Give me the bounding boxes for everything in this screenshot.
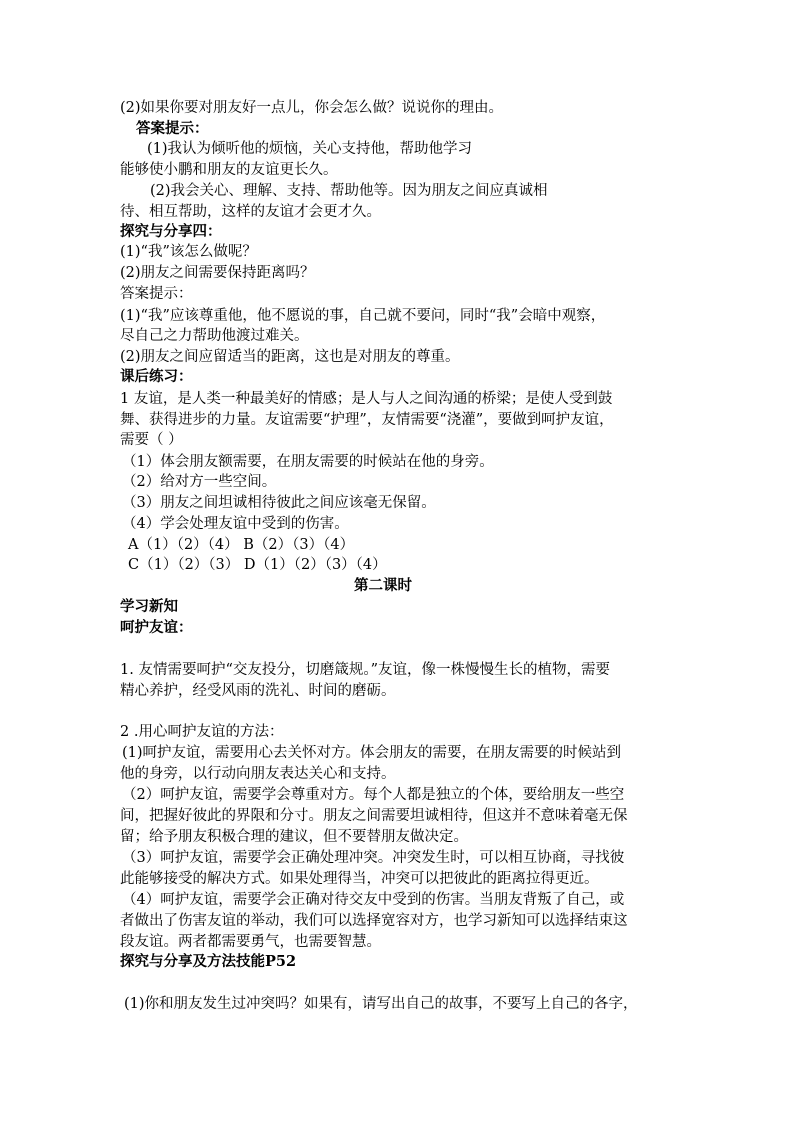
- explore-q2: (2)朋友之间需要保持距离吗？: [120, 265, 315, 281]
- method-2-cont: 间，把握好彼此的界限和分寸。朋友之间需要坦诚相待，但这并不意味着毫无保: [120, 808, 628, 824]
- answer-1-cont: 能够使小鹏和朋友的友谊更长久。: [120, 162, 338, 178]
- exercise-1-need: 需要（ ）: [120, 432, 183, 448]
- option-3: （3）朋友之间坦诚相待彼此之间应该毫无保留。: [122, 495, 436, 511]
- explore-methods-heading: 探究与分享及方法技能P52: [120, 953, 297, 970]
- point-1: 1. 友情需要呵护“交友投分，切磨箴规。”友谊，像一株慢慢生长的植物，需要: [120, 662, 611, 678]
- point-1-cont: 精心养护，经受风雨的洗礼、时间的磨砺。: [120, 683, 396, 699]
- lesson-2-title: 第二课时: [354, 577, 412, 594]
- method-2-cont-2: 留；给予朋友积极合理的建议，但不要替朋友做决定。: [120, 829, 468, 845]
- answer-2-cont: 待、相互帮助，这样的友谊才会更才久。: [120, 204, 381, 220]
- option-2: （2）给对方一些空间。: [122, 474, 277, 490]
- question-2: (2)如果你要对朋友好一点儿，你会怎么做？说说你的理由。: [120, 100, 504, 116]
- choice-ab: A（1）（2）（4） B（2）（3）（4）: [128, 537, 355, 553]
- exercise-1-cont: 舞、获得进步的力量。友谊需要“护理”，友情需要“浇灌”，要做到呵护友谊，: [120, 412, 614, 428]
- answer-hint-heading: 答案提示：: [136, 120, 209, 137]
- learn-new-heading: 学习新知: [120, 598, 178, 615]
- after-class-heading: 课后练习：: [120, 368, 193, 385]
- method-3-cont: 此能够接受的解决方式。如果处理得当，冲突可以把彼此的距离拉得更近。: [120, 871, 599, 887]
- option-1: （1）体会朋友额需要，在朋友需要的时候站在他的身旁。: [122, 454, 494, 470]
- choice-cd: C（1）（2）（3） D（1）（2）（3）（4）: [128, 557, 387, 573]
- answer-2: (2)我会关心、理解、支持、帮助他等。因为朋友之间应真诚相: [150, 183, 548, 199]
- method-4-cont: 者做出了伤害友谊的举动，我们可以选择宽容对方，也学习新知可以选择结束这: [120, 913, 628, 929]
- option-4: （4）学会处理友谊中受到的伤害。: [122, 516, 349, 532]
- explore-a1: (1)“我”应该尊重他，他不愿说的事，自己就不要问，同时“我”会暗中观察，: [120, 308, 606, 324]
- point-2-heading: 2 .用心呵护友谊的方法：: [120, 724, 284, 740]
- method-2: （2）呵护友谊，需要学会尊重对方。每个人都是独立的个体，要给朋友一些空: [122, 787, 625, 803]
- method-3: （3）呵护友谊，需要学会正确处理冲突。冲突发生时，可以相互协商，寻找彼: [122, 850, 625, 866]
- explore-q1: (1)“我”该怎么做呢？: [120, 244, 257, 260]
- conflict-question: (1)你和朋友发生过冲突吗？如果有，请写出自己的故事，不要写上自己的各字，: [124, 996, 638, 1012]
- explore-share-4-heading: 探究与分享四：: [120, 223, 222, 240]
- method-4-cont-2: 段友谊。两者都需要勇气，也需要智慧。: [120, 934, 381, 950]
- method-1-cont: 他的身旁，以行动向朋友表达关心和支持。: [120, 766, 396, 782]
- cherish-friendship-heading: 呵护友谊：: [120, 619, 193, 636]
- answer-hint-heading-2: 答案提示：: [120, 286, 193, 302]
- method-1: (1)呵护友谊，需要用心去关怀对方。体会朋友的需要，在朋友需要的时候站到: [122, 745, 622, 761]
- answer-1: (1)我认为倾听他的烦恼，关心支持他，帮助他学习: [147, 141, 473, 157]
- explore-a2: (2)朋友之间应留适当的距离，这也是对朋友的尊重。: [120, 349, 460, 365]
- explore-a1-cont: 尽自己之力帮助他渡过难关。: [120, 328, 309, 344]
- method-4: （4）呵护友谊，需要学会正确对待交友中受到的伤害。当朋友背叛了自己，或: [122, 892, 625, 908]
- exercise-1: 1 友谊，是人类一种最美好的情感；是人与人之间沟通的桥梁；是使人受到鼓: [120, 391, 613, 407]
